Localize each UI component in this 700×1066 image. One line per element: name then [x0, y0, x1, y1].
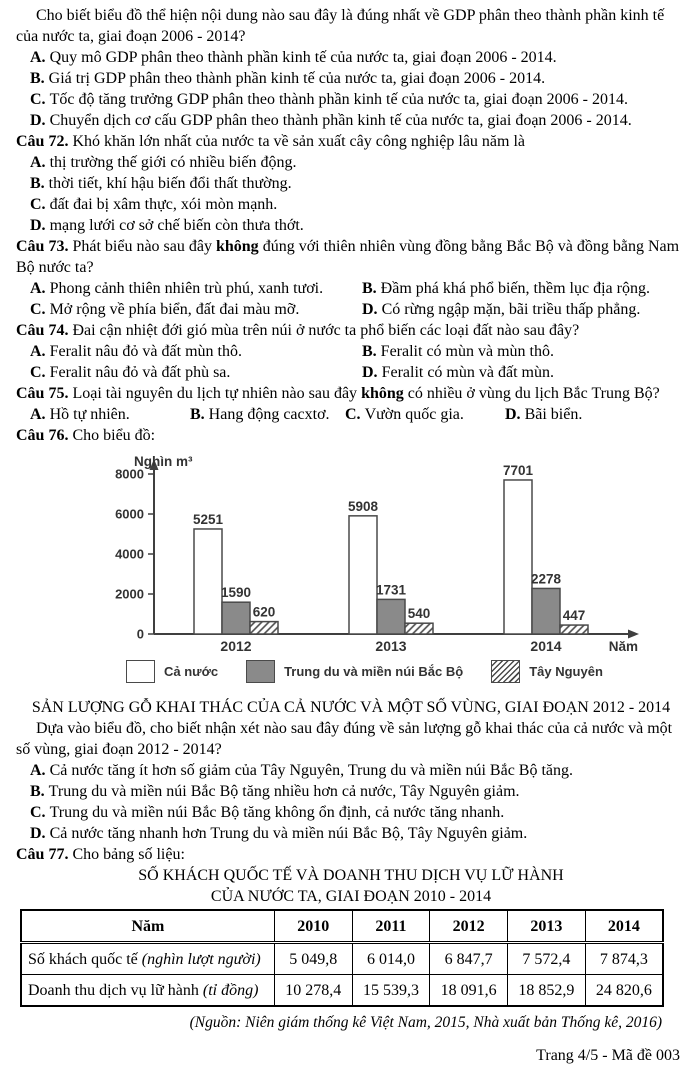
option-D: D. Bãi biển. [505, 406, 583, 423]
option-letter: D. [30, 112, 50, 129]
option-A: A. Feralit nâu đỏ và đất mùn thô. [30, 343, 242, 360]
svg-text:2012: 2012 [220, 638, 252, 654]
option-letter: A. [30, 154, 50, 171]
table-cell: 18 852,9 [508, 975, 586, 1007]
question-number: Câu 73. [16, 238, 73, 255]
table-cell: 15 539,3 [352, 975, 430, 1007]
question [16, 718, 686, 844]
legend-label: Tây Nguyên [529, 664, 603, 679]
table-cell: 18 091,6 [430, 975, 508, 1007]
option-A: A. Quy mô GDP phân theo thành phần kinh tế của nước ta, giai đoạn 2006 - 2014. [30, 49, 557, 66]
option-D: D. Feralit có mùn và đất mùn. [362, 364, 554, 381]
option-letter: C. [30, 91, 50, 108]
option-C: C. đất đai bị xâm thực, xói mòn mạnh. [30, 196, 278, 213]
row-label: Số khách quốc tế (nghìn lượt người) [21, 943, 274, 975]
table-header-cell: 2012 [430, 910, 508, 943]
svg-text:Nghìn m³: Nghìn m³ [134, 454, 193, 469]
svg-text:2013: 2013 [375, 638, 407, 654]
bar-chart-svg [94, 454, 664, 656]
option-A: A. Cả nước tăng ít hơn số giảm của Tây Nguyên, Trung du và miền núi Bắc Bộ tăng. [30, 762, 574, 779]
question-stem [16, 5, 686, 47]
option-B: B. Đầm phá khá phổ biến, thềm lục địa rộng. [362, 280, 650, 297]
legend-label: Cả nước [164, 664, 219, 679]
question-stem [16, 718, 686, 760]
option-C: C. Vườn quốc gia. [345, 406, 464, 423]
options [16, 152, 686, 236]
table-cell: 5 049,8 [274, 943, 352, 975]
question [16, 236, 686, 320]
svg-text:Năm: Năm [608, 639, 638, 654]
option-letter: B. [362, 280, 381, 297]
options [16, 341, 686, 383]
stem-text: Cho biết biểu đồ thể hiện nội dung nào sau đây là đúng nhất về GDP phân theo thành phần kinh tế của nước ta, giai đoạn 2006 - 2014? [16, 7, 665, 45]
data-table [20, 909, 664, 1007]
table-cell: 10 278,4 [274, 975, 352, 1007]
option-letter: C. [30, 196, 50, 213]
table-header-cell: 2010 [274, 910, 352, 943]
chart-title: SẢN LƯỢNG GỖ KHAI THÁC CỦA CẢ NƯỚC VÀ MỘT SỐ VÙNG, GIAI ĐOẠN 2012 - 2014 [31, 699, 671, 716]
stem-text: Cho biểu đồ: [72, 427, 156, 444]
stem-text: Khó khăn lớn nhất của nước ta về sản xuất cây công nghiệp lâu năm là [72, 133, 526, 150]
svg-text:4000: 4000 [115, 546, 144, 562]
question-stem [16, 236, 686, 278]
legend-swatch-gray [246, 660, 275, 683]
legend-swatch-hatch [491, 660, 520, 683]
option-letter: B. [190, 406, 209, 423]
svg-text:447: 447 [562, 608, 586, 624]
svg-text:5908: 5908 [347, 498, 379, 514]
option-letter: D. [362, 301, 382, 318]
svg-text:6000: 6000 [115, 506, 144, 522]
option-letter: D. [30, 217, 50, 234]
question-number: Câu 75. [16, 385, 73, 402]
option-D: D. Cả nước tăng nhanh hơn Trung du và miền núi Bắc Bộ, Tây Nguyên giảm. [30, 825, 528, 842]
question-stem [16, 320, 686, 341]
option-C: C. Mở rộng về phía biển, đất đai màu mỡ. [30, 301, 300, 318]
option-D: D. Chuyển dịch cơ cấu GDP phân theo thành phần kinh tế của nước ta, giai đoạn 2006 - 2014. [30, 112, 632, 129]
stem-emphasis: không [215, 238, 259, 255]
option-letter: A. [30, 280, 50, 297]
table-header-cell: Năm [21, 910, 274, 943]
option-B: B. thời tiết, khí hậu biến đổi thất thường. [30, 175, 292, 192]
svg-text:7701: 7701 [502, 462, 534, 478]
stem-text: Cho bảng số liệu: [72, 846, 185, 863]
options [16, 47, 686, 131]
table-cell: 7 874,3 [585, 943, 663, 975]
svg-text:2000: 2000 [115, 586, 144, 602]
options [16, 278, 686, 320]
option-letter: B. [362, 343, 381, 360]
question [16, 320, 686, 383]
stem-text: đúng với thiên nhiên vùng đồng bằng Bắc Bộ và đồng bằng Nam Bộ nước ta? [16, 238, 680, 276]
option-C: C. Tốc độ tăng trưởng GDP phân theo thành phần kinh tế của nước ta, giai đoạn 2006 - 2014. [30, 91, 628, 108]
option-letter: A. [30, 762, 50, 779]
question-number: Câu 76. [16, 427, 73, 444]
table-header-cell: 2011 [352, 910, 430, 943]
table-header-row [21, 910, 663, 943]
question-stem [16, 425, 686, 446]
svg-text:620: 620 [252, 604, 276, 620]
svg-text:2278: 2278 [530, 571, 562, 587]
svg-text:2014: 2014 [530, 638, 562, 654]
option-letter: C. [30, 364, 50, 381]
options [16, 760, 686, 844]
option-letter: B. [30, 175, 49, 192]
option-letter: C. [30, 301, 50, 318]
options [16, 404, 686, 425]
option-letter: C. [30, 804, 50, 821]
chart-legend [126, 660, 664, 683]
question-stem [16, 383, 686, 404]
source-note: (Nguồn: Niên giám thống kê Việt Nam, 2015, Nhà xuất bản Thống kê, 2016) [189, 1014, 662, 1031]
table-title-line-2: CỦA NƯỚC TA, GIAI ĐOẠN 2010 - 2014 [210, 888, 492, 905]
option-letter: A. [30, 343, 50, 360]
legend-item [246, 660, 463, 683]
option-C: C. Trung du và miền núi Bắc Bộ tăng không ổn định, cả nước tăng nhanh. [30, 804, 505, 821]
bar-chart [94, 454, 664, 683]
legend-item [491, 660, 603, 683]
row-unit: (tỉ đồng) [202, 981, 259, 999]
stem-text: Đai cận nhiệt đới gió mùa trên núi ở nước ta phổ biến các loại đất nào sau đây? [72, 322, 580, 339]
legend-label: Trung du và miền núi Bắc Bộ [284, 664, 464, 679]
option-letter: D. [362, 364, 382, 381]
svg-text:5251: 5251 [192, 511, 224, 527]
svg-text:8000: 8000 [115, 466, 144, 482]
table-header-cell: 2013 [508, 910, 586, 943]
row-label: Doanh thu dịch vụ lữ hành (tỉ đồng) [21, 975, 274, 1007]
legend-swatch-white [126, 660, 155, 683]
question-stem [16, 131, 686, 152]
question [16, 425, 686, 446]
svg-text:540: 540 [407, 606, 431, 622]
option-letter: D. [30, 825, 50, 842]
questions-section-top [16, 5, 686, 446]
option-A: A. Hồ tự nhiên. [30, 406, 130, 423]
table-cell: 6 014,0 [352, 943, 430, 975]
question-stem [16, 844, 686, 865]
option-D: D. mạng lưới cơ sở chế biến còn thưa thớt. [30, 217, 304, 234]
question [16, 131, 686, 236]
page-footer: Trang 4/5 - Mã đề 003 [536, 1047, 680, 1064]
table-cell: 7 572,4 [508, 943, 586, 975]
stem-text: Phát biểu nào sau đây [72, 238, 216, 255]
option-B: B. Trung du và miền núi Bắc Bộ tăng nhiều hơn cả nước, Tây Nguyên giảm. [30, 783, 520, 800]
question [16, 844, 686, 865]
table-cell: 24 820,6 [585, 975, 663, 1007]
option-letter: B. [30, 783, 49, 800]
table-title-line-1: SỐ KHÁCH QUỐC TẾ VÀ DOANH THU DỊCH VỤ LỮ HÀNH [138, 867, 564, 884]
option-B: B. Feralit có mùn và mùn thô. [362, 343, 554, 360]
question-number: Câu 72. [16, 133, 73, 150]
option-letter: A. [30, 406, 50, 423]
question-number: Câu 77. [16, 846, 73, 863]
option-letter: B. [30, 70, 49, 87]
option-letter: D. [505, 406, 525, 423]
stem-emphasis: không [361, 385, 404, 402]
option-A: A. Phong cảnh thiên nhiên trù phú, xanh tươi. [30, 280, 324, 297]
option-letter: C. [345, 406, 365, 423]
option-B: B. Hang động cacxtơ. [190, 406, 330, 423]
svg-text:0: 0 [136, 626, 144, 642]
svg-text:1731: 1731 [375, 582, 407, 598]
option-C: C. Feralit nâu đỏ và đất phù sa. [30, 364, 231, 381]
question [16, 383, 686, 425]
question-number: Câu 74. [16, 322, 73, 339]
questions-section-after-chart [16, 718, 686, 865]
stem-text: Dựa vào biểu đồ, cho biết nhận xét nào sau đây đúng về sản lượng gỗ khai thác của cả nước và một số vùng, giai đoạn 2012 - 2014? [16, 720, 673, 758]
table-row [21, 943, 663, 975]
row-unit: (nghìn lượt người) [141, 950, 261, 968]
question [16, 5, 686, 131]
legend-item [126, 660, 218, 683]
option-B: B. Giá trị GDP phân theo thành phần kinh tế của nước ta, giai đoạn 2006 - 2014. [30, 70, 546, 87]
svg-text:1590: 1590 [220, 585, 252, 601]
option-A: A. thị trường thế giới có nhiều biến động. [30, 154, 297, 171]
table-cell: 6 847,7 [430, 943, 508, 975]
option-D: D. Có rừng ngập mặn, bãi triều thấp phẳng. [362, 301, 641, 318]
table-header-cell: 2014 [585, 910, 663, 943]
table-row [21, 975, 663, 1007]
stem-text: Loại tài nguyên du lịch tự nhiên nào sau đây [72, 385, 362, 402]
stem-text: có nhiều ở vùng du lịch Bắc Trung Bộ? [403, 385, 660, 402]
option-letter: A. [30, 49, 50, 66]
